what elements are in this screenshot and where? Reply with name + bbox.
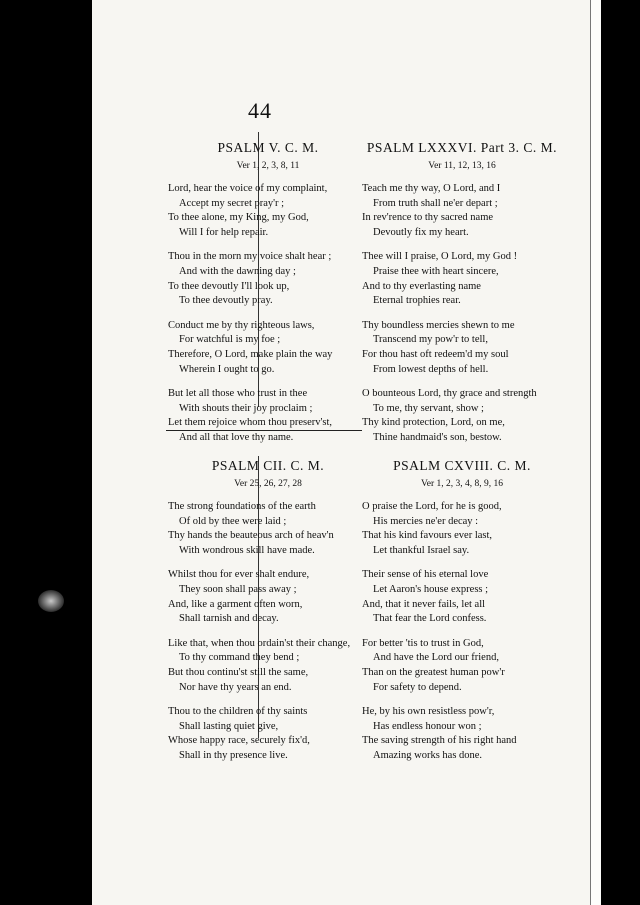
verse-line: Shall lasting quiet give, [179,720,279,732]
verse-line: Transcend my pow'r to tell, [373,334,488,346]
verse-line: O praise the Lord, for he is good, [362,501,502,512]
verse-line: Thine handmaid's son, bestow. [373,431,502,443]
psalm-block [168,458,368,774]
verse-line: For better 'tis to trust in God, [362,637,484,649]
stanza [168,319,368,377]
verse-line: Thy kind protection, Lord, on me, [362,417,505,429]
verse-line: Wherein I ought to go. [179,363,275,375]
verse-line: With shouts their joy proclaim ; [179,402,313,414]
verse-line: Shall in thy presence live. [179,749,288,761]
verse-line: Let thankful Israel say. [373,544,470,556]
stanza [362,387,562,445]
verse-line: Therefore, O Lord, make plain the way [168,348,333,360]
stanza [168,705,368,763]
verse-line: Conduct me by thy righteous laws, [168,319,315,331]
page-number: 44 [248,98,272,123]
psalm-verse-reference: Ver 1, 2, 3, 8, 11 [236,161,300,171]
verse-line: O bounteous Lord, thy grace and strength [362,388,537,400]
verse-line: To thee devoutly pray. [179,295,273,307]
stanza [168,250,368,308]
verse-line: Amazing works has done. [373,749,483,761]
verse-line: And have the Lord our friend, [373,652,499,664]
stanza [168,387,368,445]
verse-line: And with the dawning day ; [179,265,296,277]
verse-line: But let all those who trust in thee [168,388,308,400]
verse-line: For safety to depend. [373,681,462,693]
psalm-verse-reference: Ver 1, 2, 3, 4, 8, 9, 16 [420,479,504,489]
verse-line: To thee alone, my King, my God, [168,212,309,224]
verse-line: Praise thee with heart sincere, [373,265,499,277]
verse-line: To thy command they bend ; [179,652,300,664]
psalm-title: PSALM V. C. M. [217,140,319,155]
verse-line: Let Aaron's house express ; [373,583,489,595]
verse-line: Thee will I praise, O Lord, my God ! [362,251,518,263]
stanza [362,500,562,558]
stanza [362,182,562,240]
verse-line: Their sense of his eternal love [362,569,489,581]
verse-line: Thou to the children of thy saints [168,706,308,718]
stanza [168,568,368,626]
psalm-block [362,458,562,774]
verse-line: To me, thy servant, show ; [373,402,484,414]
verse-line: Devoutly fix my heart. [373,226,469,238]
verse-line: Thy boundless mercies shewn to me [362,319,515,331]
psalm-verse-reference: Ver 25, 26, 27, 28 [234,479,302,489]
stanza [362,568,562,626]
verse-line: Eternal trophies rear. [373,295,461,307]
stanza [168,637,368,695]
verse-line: For watchful is my foe ; [179,334,281,346]
stanza [168,500,368,558]
verse-line: In rev'rence to thy sacred name [362,212,494,224]
stanza [362,705,562,763]
psalm-title: PSALM LXXXVI. Part 3. C. M. [366,140,558,155]
stanza [362,637,562,695]
verse-line: His mercies ne'er decay : [373,515,479,527]
scan-blemish [38,590,64,612]
verse-line: From lowest depths of hell. [373,363,489,375]
psalm-title: PSALM CII. C. M. [211,458,325,473]
verse-line: Lord, hear the voice of my complaint, [168,183,328,194]
verse-line: For thou hast oft redeem'd my soul [362,348,509,360]
verse-line: He, by his own resistless pow'r, [362,706,495,718]
psalm-verse-reference: Ver 11, 12, 13, 16 [428,161,496,171]
verse-line: Teach me thy way, O Lord, and I [362,183,501,194]
psalm-block [168,140,368,456]
verse-line: From truth shall ne'er depart ; [373,197,498,209]
verse-line: And to thy everlasting name [362,280,481,292]
verse-line: Like that, when thou ordain'st their change, [168,637,351,649]
psalm-block [362,140,562,456]
verse-line: And, that it never fails, let all [362,598,486,610]
next-page-edge [590,0,601,905]
verse-line: To thee devoutly I'll look up, [168,280,290,292]
verse-line: Has endless honour won ; [373,720,482,732]
psalm-title: PSALM CXVIII. C. M. [393,458,531,473]
verse-line: That fear the Lord confess. [373,613,487,625]
verse-line: Whilst thou for ever shalt endure, [168,569,310,581]
verse-line: Shall tarnish and decay. [179,613,279,625]
verse-line: But thou continu'st still the same, [168,666,309,678]
verse-line: The saving strength of his right hand [362,735,517,747]
verse-line: With wondrous skill have made. [179,544,315,556]
verse-line: Will I for help repair. [179,226,269,238]
stanza [168,182,368,240]
verse-line: That his kind favours ever last, [362,530,493,542]
verse-line: Thy hands the beauteous arch of heav'n [168,530,334,542]
verse-line: Accept my secret pray'r ; [179,197,285,209]
verse-line: Let them rejoice whom thou preserv'st, [168,417,333,429]
stanza [362,250,562,308]
verse-line: And, like a garment often worn, [168,598,303,610]
verse-line: They soon shall pass away ; [179,583,297,595]
verse-line: Whose happy race, securely fix'd, [168,735,310,747]
verse-line: Nor have thy years an end. [179,681,292,693]
verse-line: The strong foundations of the earth [168,501,316,512]
verse-line: And all that love thy name. [179,431,294,443]
verse-line: Than on the greatest human pow'r [362,666,505,678]
verse-line: Thou in the morn my voice shalt hear ; [168,251,332,263]
verse-line: Of old by thee were laid ; [179,515,287,527]
stanza [362,319,562,377]
